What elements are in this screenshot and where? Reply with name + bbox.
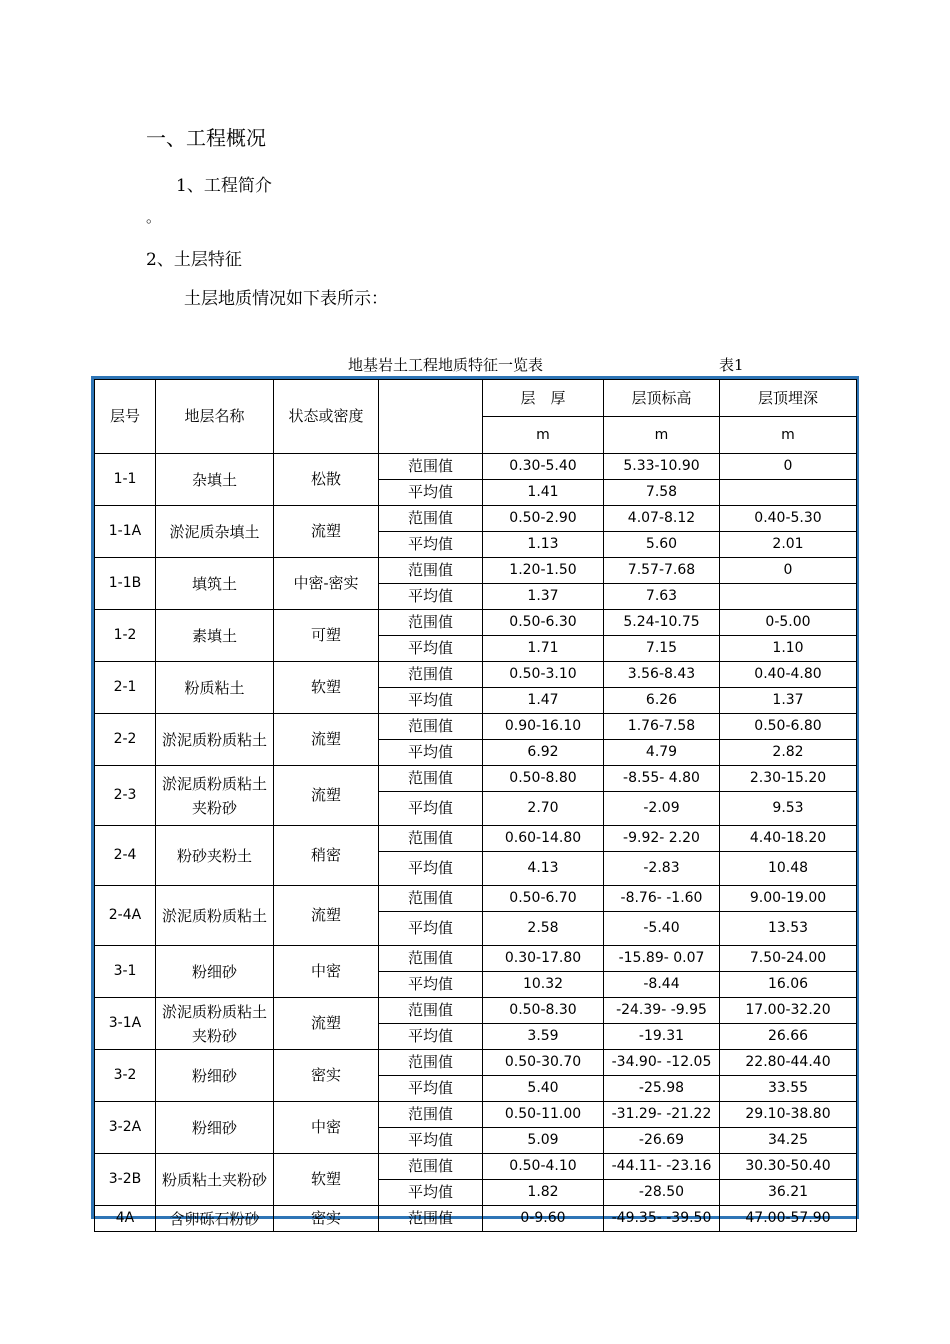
avg-label-cell: 平均值 (379, 532, 483, 558)
range-label-cell: 范围值 (379, 886, 483, 912)
depth-range-cell: 0 (720, 454, 857, 480)
elevation-avg-cell: -5.40 (604, 912, 720, 946)
state-cell: 流塑 (274, 886, 379, 946)
depth-avg-cell: 1.10 (720, 636, 857, 662)
table-row (95, 454, 857, 480)
elevation-avg-cell: 5.60 (604, 532, 720, 558)
elevation-avg-cell: 7.15 (604, 636, 720, 662)
thickness-range-cell: 0.50-8.30 (483, 998, 604, 1024)
layer-name-cell: 淤泥质粉质粘土夹粉砂 (156, 998, 274, 1050)
state-cell: 流塑 (274, 714, 379, 766)
layer-name-cell: 粉质粘土夹粉砂 (156, 1154, 274, 1206)
state-cell: 密实 (274, 1206, 379, 1232)
layer-no-cell: 1-1B (95, 558, 156, 610)
depth-avg-cell: 2.01 (720, 532, 857, 558)
layer-no-cell: 1-2 (95, 610, 156, 662)
layer-no-cell: 4A (95, 1206, 156, 1232)
table-row (95, 1206, 857, 1232)
thickness-avg-cell: 10.32 (483, 972, 604, 998)
depth-range-cell: 29.10-38.80 (720, 1102, 857, 1128)
depth-avg-cell: 9.53 (720, 792, 857, 826)
layer-name-cell: 填筑土 (156, 558, 274, 610)
elevation-range-cell: 5.24-10.75 (604, 610, 720, 636)
unit-elevation: m (604, 417, 720, 454)
state-cell: 流塑 (274, 766, 379, 826)
elevation-avg-cell: 7.63 (604, 584, 720, 610)
depth-range-cell: 4.40-18.20 (720, 826, 857, 852)
depth-avg-cell: 13.53 (720, 912, 857, 946)
thickness-avg-cell: 1.13 (483, 532, 604, 558)
thickness-range-cell: 0.90-16.10 (483, 714, 604, 740)
layer-no-cell: 2-2 (95, 714, 156, 766)
table-row (95, 998, 857, 1024)
layer-no-cell: 2-4A (95, 886, 156, 946)
elevation-avg-cell: -26.69 (604, 1128, 720, 1154)
state-cell: 流塑 (274, 506, 379, 558)
header-layer-no: 层号 (95, 380, 156, 454)
avg-label-cell: 平均值 (379, 688, 483, 714)
table-row (95, 558, 857, 584)
table-row (95, 1102, 857, 1128)
layer-no-cell: 3-2 (95, 1050, 156, 1102)
thickness-range-cell: 0.50-6.70 (483, 886, 604, 912)
thickness-range-cell: 1.20-1.50 (483, 558, 604, 584)
avg-label-cell: 平均值 (379, 852, 483, 886)
header-top-elevation: 层顶标高 (604, 380, 720, 417)
elevation-range-cell: -49.35- -39.50 (604, 1206, 720, 1232)
avg-label-cell: 平均值 (379, 740, 483, 766)
avg-label-cell: 平均值 (379, 636, 483, 662)
depth-avg-cell: 36.21 (720, 1180, 857, 1206)
avg-label-cell: 平均值 (379, 792, 483, 826)
table-row (95, 766, 857, 792)
layer-name-cell: 粉细砂 (156, 1050, 274, 1102)
range-label-cell: 范围值 (379, 998, 483, 1024)
avg-label-cell: 平均值 (379, 1024, 483, 1050)
elevation-range-cell: 7.57-7.68 (604, 558, 720, 584)
state-cell: 软塑 (274, 1154, 379, 1206)
layer-no-cell: 1-1 (95, 454, 156, 506)
depth-avg-cell: 2.82 (720, 740, 857, 766)
layer-name-cell: 粉细砂 (156, 946, 274, 998)
elevation-range-cell: -44.11- -23.16 (604, 1154, 720, 1180)
elevation-range-cell: 4.07-8.12 (604, 506, 720, 532)
thickness-range-cell: 0.50-4.10 (483, 1154, 604, 1180)
table-row (95, 886, 857, 912)
range-label-cell: 范围值 (379, 610, 483, 636)
header-layer-name: 地层名称 (156, 380, 274, 454)
layer-no-cell: 3-2A (95, 1102, 156, 1154)
elevation-avg-cell: -25.98 (604, 1076, 720, 1102)
depth-range-cell: 0-5.00 (720, 610, 857, 636)
elevation-range-cell: 1.76-7.58 (604, 714, 720, 740)
elevation-avg-cell: -28.50 (604, 1180, 720, 1206)
state-cell: 中密 (274, 1102, 379, 1154)
thickness-avg-cell: 3.59 (483, 1024, 604, 1050)
table-caption: 地基岩土工程地质特征一览表 (348, 356, 544, 374)
depth-avg-cell: 10.48 (720, 852, 857, 886)
unit-thickness: m (483, 417, 604, 454)
layer-name-cell: 素填土 (156, 610, 274, 662)
depth-avg-cell: 34.25 (720, 1128, 857, 1154)
depth-avg-cell: 33.55 (720, 1076, 857, 1102)
elevation-range-cell: 3.56-8.43 (604, 662, 720, 688)
layer-name-cell: 淤泥质粉质粘土夹粉砂 (156, 766, 274, 826)
range-label-cell: 范围值 (379, 946, 483, 972)
table-number: 表1 (719, 356, 744, 374)
layer-name-cell: 淤泥质粉质粘土 (156, 714, 274, 766)
state-cell: 中密 (274, 946, 379, 998)
thickness-avg-cell: 6.92 (483, 740, 604, 766)
elevation-range-cell: -8.76- -1.60 (604, 886, 720, 912)
thickness-range-cell: 0.50-8.80 (483, 766, 604, 792)
intro-paragraph: 土层地质情况如下表所示： (184, 289, 388, 309)
depth-range-cell: 0 (720, 558, 857, 584)
range-label-cell: 范围值 (379, 1050, 483, 1076)
state-cell: 可塑 (274, 610, 379, 662)
state-cell: 流塑 (274, 998, 379, 1050)
thickness-avg-cell: 5.09 (483, 1128, 604, 1154)
layer-no-cell: 3-1A (95, 998, 156, 1050)
depth-range-cell: 0.40-4.80 (720, 662, 857, 688)
layer-no-cell: 2-4 (95, 826, 156, 886)
avg-label-cell: 平均值 (379, 1076, 483, 1102)
elevation-range-cell: -31.29- -21.22 (604, 1102, 720, 1128)
depth-range-cell: 0.50-6.80 (720, 714, 857, 740)
thickness-avg-cell: 4.13 (483, 852, 604, 886)
thickness-avg-cell: 2.70 (483, 792, 604, 826)
section-heading: 一、工程概况 (146, 126, 266, 150)
depth-avg-cell: 26.66 (720, 1024, 857, 1050)
layer-name-cell: 粉质粘土 (156, 662, 274, 714)
depth-range-cell: 47.00-57.90 (720, 1206, 857, 1232)
range-label-cell: 范围值 (379, 1102, 483, 1128)
thickness-avg-cell: 1.37 (483, 584, 604, 610)
thickness-avg-cell: 2.58 (483, 912, 604, 946)
table-row (95, 826, 857, 852)
depth-avg-cell: 1.37 (720, 688, 857, 714)
header-state: 状态或密度 (274, 380, 379, 454)
thickness-range-cell: 0.50-11.00 (483, 1102, 604, 1128)
avg-label-cell: 平均值 (379, 972, 483, 998)
table-row (95, 946, 857, 972)
empty-paragraph: 。 (146, 208, 162, 226)
avg-label-cell: 平均值 (379, 912, 483, 946)
header-blank (379, 380, 483, 454)
layer-name-cell: 杂填土 (156, 454, 274, 506)
thickness-avg-cell: 1.41 (483, 480, 604, 506)
state-cell: 中密-密实 (274, 558, 379, 610)
range-label-cell: 范围值 (379, 662, 483, 688)
table-row (95, 1050, 857, 1076)
table-row (95, 662, 857, 688)
table-header-row (95, 380, 857, 417)
avg-label-cell: 平均值 (379, 584, 483, 610)
thickness-range-cell: 0-9.60 (483, 1206, 604, 1232)
layer-no-cell: 3-1 (95, 946, 156, 998)
layer-name-cell: 粉细砂 (156, 1102, 274, 1154)
elevation-range-cell: -34.90- -12.05 (604, 1050, 720, 1076)
layer-name-cell: 淤泥质杂填土 (156, 506, 274, 558)
range-label-cell: 范围值 (379, 454, 483, 480)
soil-properties-table (94, 379, 857, 1232)
avg-label-cell: 平均值 (379, 1128, 483, 1154)
layer-no-cell: 2-1 (95, 662, 156, 714)
layer-no-cell: 3-2B (95, 1154, 156, 1206)
thickness-avg-cell: 1.47 (483, 688, 604, 714)
elevation-avg-cell: -19.31 (604, 1024, 720, 1050)
subsection-heading-soil: 2、土层特征 (146, 250, 242, 270)
thickness-range-cell: 0.60-14.80 (483, 826, 604, 852)
avg-label-cell: 平均值 (379, 480, 483, 506)
range-label-cell: 范围值 (379, 506, 483, 532)
thickness-range-cell: 0.50-6.30 (483, 610, 604, 636)
depth-avg-cell: 16.06 (720, 972, 857, 998)
depth-range-cell: 17.00-32.20 (720, 998, 857, 1024)
layer-name-cell: 含卵砾石粉砂 (156, 1206, 274, 1232)
elevation-range-cell: -15.89- 0.07 (604, 946, 720, 972)
depth-range-cell: 9.00-19.00 (720, 886, 857, 912)
thickness-avg-cell: 1.71 (483, 636, 604, 662)
layer-name-cell: 淤泥质粉质粘土 (156, 886, 274, 946)
thickness-avg-cell: 1.82 (483, 1180, 604, 1206)
range-label-cell: 范围值 (379, 766, 483, 792)
elevation-avg-cell: 4.79 (604, 740, 720, 766)
depth-avg-cell (720, 480, 857, 506)
table-row (95, 1154, 857, 1180)
depth-range-cell: 0.40-5.30 (720, 506, 857, 532)
depth-range-cell: 22.80-44.40 (720, 1050, 857, 1076)
range-label-cell: 范围值 (379, 558, 483, 584)
thickness-range-cell: 0.50-30.70 (483, 1050, 604, 1076)
subsection-heading-overview: 1、工程简介 (176, 176, 272, 196)
elevation-avg-cell: -2.09 (604, 792, 720, 826)
range-label-cell: 范围值 (379, 1154, 483, 1180)
thickness-range-cell: 0.30-17.80 (483, 946, 604, 972)
elevation-avg-cell: 6.26 (604, 688, 720, 714)
layer-no-cell: 2-3 (95, 766, 156, 826)
layer-name-cell: 粉砂夹粉土 (156, 826, 274, 886)
elevation-avg-cell: 7.58 (604, 480, 720, 506)
elevation-avg-cell: -2.83 (604, 852, 720, 886)
depth-range-cell: 2.30-15.20 (720, 766, 857, 792)
header-thickness: 层 厚 (483, 380, 604, 417)
elevation-range-cell: -24.39- -9.95 (604, 998, 720, 1024)
thickness-range-cell: 0.50-3.10 (483, 662, 604, 688)
depth-range-cell: 30.30-50.40 (720, 1154, 857, 1180)
soil-table-frame (91, 376, 859, 1228)
table-row (95, 610, 857, 636)
thickness-range-cell: 0.50-2.90 (483, 506, 604, 532)
range-label-cell: 范围值 (379, 714, 483, 740)
layer-no-cell: 1-1A (95, 506, 156, 558)
state-cell: 稍密 (274, 826, 379, 886)
elevation-range-cell: -9.92- 2.20 (604, 826, 720, 852)
table-row (95, 506, 857, 532)
elevation-avg-cell: -8.44 (604, 972, 720, 998)
state-cell: 软塑 (274, 662, 379, 714)
header-top-depth: 层顶埋深 (720, 380, 857, 417)
range-label-cell: 范围值 (379, 1206, 483, 1232)
depth-range-cell: 7.50-24.00 (720, 946, 857, 972)
range-label-cell: 范围值 (379, 826, 483, 852)
unit-depth: m (720, 417, 857, 454)
table-row (95, 714, 857, 740)
state-cell: 密实 (274, 1050, 379, 1102)
elevation-range-cell: 5.33-10.90 (604, 454, 720, 480)
state-cell: 松散 (274, 454, 379, 506)
thickness-avg-cell: 5.40 (483, 1076, 604, 1102)
thickness-range-cell: 0.30-5.40 (483, 454, 604, 480)
elevation-range-cell: -8.55- 4.80 (604, 766, 720, 792)
depth-avg-cell (720, 584, 857, 610)
avg-label-cell: 平均值 (379, 1180, 483, 1206)
